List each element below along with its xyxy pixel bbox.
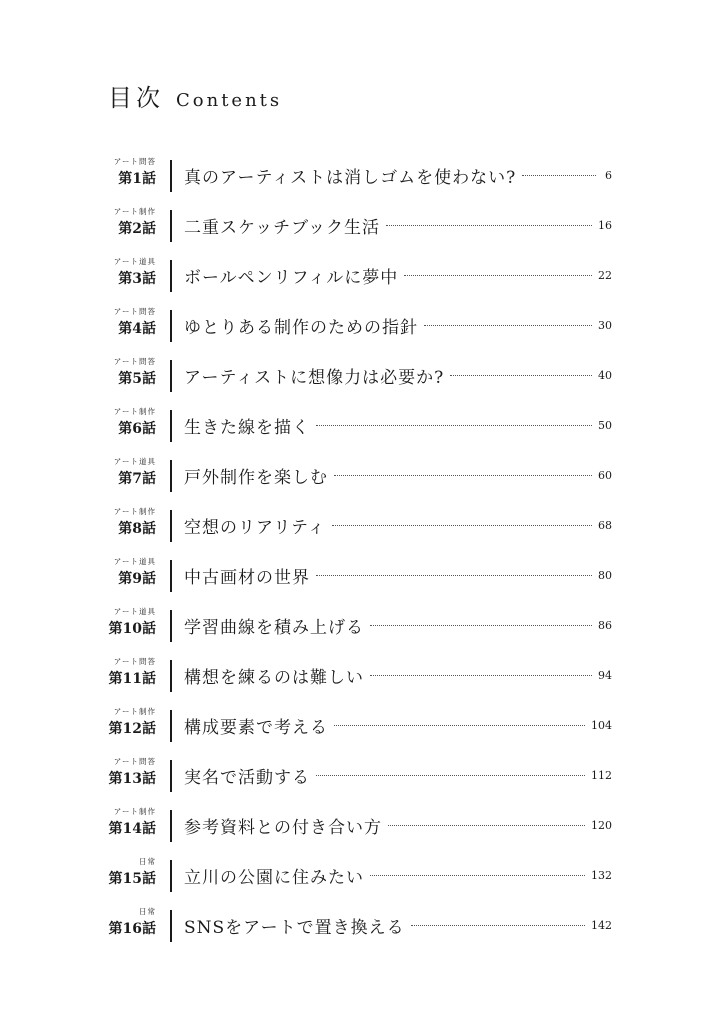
entry-number: 第9話	[118, 571, 156, 587]
dot-leader	[450, 375, 592, 376]
toc-entry[interactable]	[0, 150, 720, 200]
entry-title-line	[184, 312, 612, 338]
entry-divider	[170, 160, 172, 192]
entry-title-line	[184, 362, 612, 388]
entry-number: 第11話	[108, 671, 156, 687]
entry-number: 第8話	[118, 521, 156, 537]
entry-category: アート問答	[113, 157, 156, 166]
entry-category: アート道具	[113, 457, 156, 466]
toc-entry[interactable]	[0, 750, 720, 800]
entry-number: 第2話	[118, 221, 156, 237]
contents-heading	[108, 78, 282, 114]
entry-divider	[170, 660, 172, 692]
entry-number: 第5話	[118, 371, 156, 387]
dot-leader	[386, 225, 592, 226]
entry-category: アート制作	[113, 707, 156, 716]
entry-title-line	[184, 862, 612, 888]
toc-entry[interactable]	[0, 500, 720, 550]
entry-title-line	[184, 412, 612, 438]
entry-title[interactable]: 戸外制作を楽しむ	[184, 467, 328, 488]
heading-english: Contents	[176, 90, 283, 111]
entry-divider	[170, 910, 172, 942]
entry-divider	[170, 510, 172, 542]
entry-title[interactable]: アーティストに想像力は必要か?	[184, 367, 445, 388]
dot-leader	[316, 775, 585, 776]
entry-title[interactable]: 空想のリアリティ	[184, 517, 326, 538]
entry-page-number[interactable]: 132	[591, 868, 612, 882]
dot-leader	[522, 175, 596, 176]
entry-title-line	[184, 162, 612, 188]
entry-category: アート道具	[113, 257, 156, 266]
toc-entry[interactable]	[0, 250, 720, 300]
entry-title[interactable]: 立川の公園に住みたい	[184, 867, 364, 888]
entry-divider	[170, 860, 172, 892]
entry-number: 第10話	[108, 621, 156, 637]
toc-entry[interactable]	[0, 900, 720, 950]
dot-leader	[334, 475, 592, 476]
entry-page-number[interactable]: 68	[598, 518, 612, 532]
entry-title[interactable]: 構成要素で考える	[184, 717, 328, 738]
toc-entry[interactable]	[0, 350, 720, 400]
entry-number: 第15話	[108, 871, 156, 887]
entry-title-line	[184, 562, 612, 588]
dot-leader	[404, 275, 592, 276]
toc-entry[interactable]	[0, 200, 720, 250]
entry-title-line	[184, 262, 612, 288]
entry-title[interactable]: 学習曲線を積み上げる	[184, 617, 364, 638]
entry-title[interactable]: 真のアーティストは消しゴムを使わない?	[184, 167, 517, 188]
toc-entry[interactable]	[0, 600, 720, 650]
entry-title-line	[184, 462, 612, 488]
entry-divider	[170, 260, 172, 292]
entry-divider	[170, 810, 172, 842]
entry-title[interactable]: ボールペンリフィルに夢中	[184, 267, 399, 288]
entry-number: 第6話	[118, 421, 156, 437]
entry-number: 第3話	[118, 271, 156, 287]
dot-leader	[424, 325, 592, 326]
entry-category: アート道具	[113, 607, 156, 616]
entry-number: 第4話	[118, 321, 156, 337]
entry-title-line	[184, 212, 612, 238]
dot-leader	[332, 525, 592, 526]
entry-title[interactable]: 中古画材の世界	[184, 567, 310, 588]
toc-entry[interactable]	[0, 700, 720, 750]
toc-entry[interactable]	[0, 550, 720, 600]
entry-page-number[interactable]: 50	[598, 418, 612, 432]
entry-number: 第13話	[108, 771, 156, 787]
entry-page-number[interactable]: 80	[598, 568, 612, 582]
entry-title[interactable]: 実名で活動する	[184, 767, 310, 788]
entry-title-line	[184, 762, 612, 788]
entry-divider	[170, 710, 172, 742]
entry-page-number[interactable]: 40	[598, 368, 612, 382]
entry-page-number[interactable]: 30	[598, 318, 612, 332]
entry-divider	[170, 310, 172, 342]
entry-title[interactable]: ゆとりある制作のための指針	[184, 317, 418, 338]
toc-entry[interactable]	[0, 800, 720, 850]
entry-number: 第16話	[108, 921, 156, 937]
toc-entry[interactable]	[0, 400, 720, 450]
entry-title-line	[184, 512, 612, 538]
entry-divider	[170, 360, 172, 392]
entry-page-number[interactable]: 22	[598, 268, 612, 282]
entry-category: アート制作	[113, 207, 156, 216]
entry-divider	[170, 210, 172, 242]
entry-title[interactable]: 生きた線を描く	[184, 417, 310, 438]
dot-leader	[316, 425, 592, 426]
entry-category: アート制作	[113, 807, 156, 816]
entry-page-number[interactable]: 94	[598, 668, 612, 682]
dot-leader	[370, 675, 592, 676]
entry-page-number[interactable]: 120	[591, 818, 612, 832]
entry-title[interactable]: 参考資料との付き合い方	[184, 817, 382, 838]
toc-entry[interactable]	[0, 450, 720, 500]
entry-title-line	[184, 612, 612, 638]
toc-entry[interactable]	[0, 850, 720, 900]
entry-page-number[interactable]: 112	[591, 768, 612, 782]
entry-category: アート制作	[113, 407, 156, 416]
entry-category: アート問答	[113, 757, 156, 766]
entry-divider	[170, 760, 172, 792]
entry-page-number[interactable]: 86	[598, 618, 612, 632]
dot-leader	[334, 725, 585, 726]
entry-title-line	[184, 912, 612, 938]
entry-number: 第12話	[108, 721, 156, 737]
entry-category: 日常	[139, 907, 156, 916]
toc-entry[interactable]	[0, 300, 720, 350]
entry-title-line	[184, 712, 612, 738]
entry-title-line	[184, 662, 612, 688]
dot-leader	[370, 875, 585, 876]
entry-category: アート問答	[113, 657, 156, 666]
entry-number: 第1話	[118, 171, 156, 187]
entry-category: アート問答	[113, 357, 156, 366]
heading-japanese: 目次	[108, 84, 164, 112]
entry-number: 第14話	[108, 821, 156, 837]
entry-page-number[interactable]: 6	[605, 168, 612, 182]
entry-title[interactable]: 構想を練るのは難しい	[184, 667, 364, 688]
entry-page-number[interactable]: 104	[591, 718, 612, 732]
dot-leader	[388, 825, 585, 826]
entry-category: 日常	[139, 857, 156, 866]
entry-divider	[170, 460, 172, 492]
dot-leader	[370, 625, 592, 626]
entry-title[interactable]: 二重スケッチブック生活	[184, 217, 380, 238]
entry-title[interactable]: SNSをアートで置き換える	[184, 917, 405, 938]
entry-number: 第7話	[118, 471, 156, 487]
dot-leader	[411, 925, 585, 926]
entry-divider	[170, 410, 172, 442]
toc-entry[interactable]	[0, 650, 720, 700]
entry-category: アート道具	[113, 557, 156, 566]
entry-divider	[170, 560, 172, 592]
entry-category: アート問答	[113, 307, 156, 316]
entry-title-line	[184, 812, 612, 838]
entry-category: アート制作	[113, 507, 156, 516]
entry-page-number[interactable]: 60	[598, 468, 612, 482]
dot-leader	[316, 575, 592, 576]
entry-page-number[interactable]: 16	[598, 218, 612, 232]
entry-divider	[170, 610, 172, 642]
entry-page-number[interactable]: 142	[591, 918, 612, 932]
